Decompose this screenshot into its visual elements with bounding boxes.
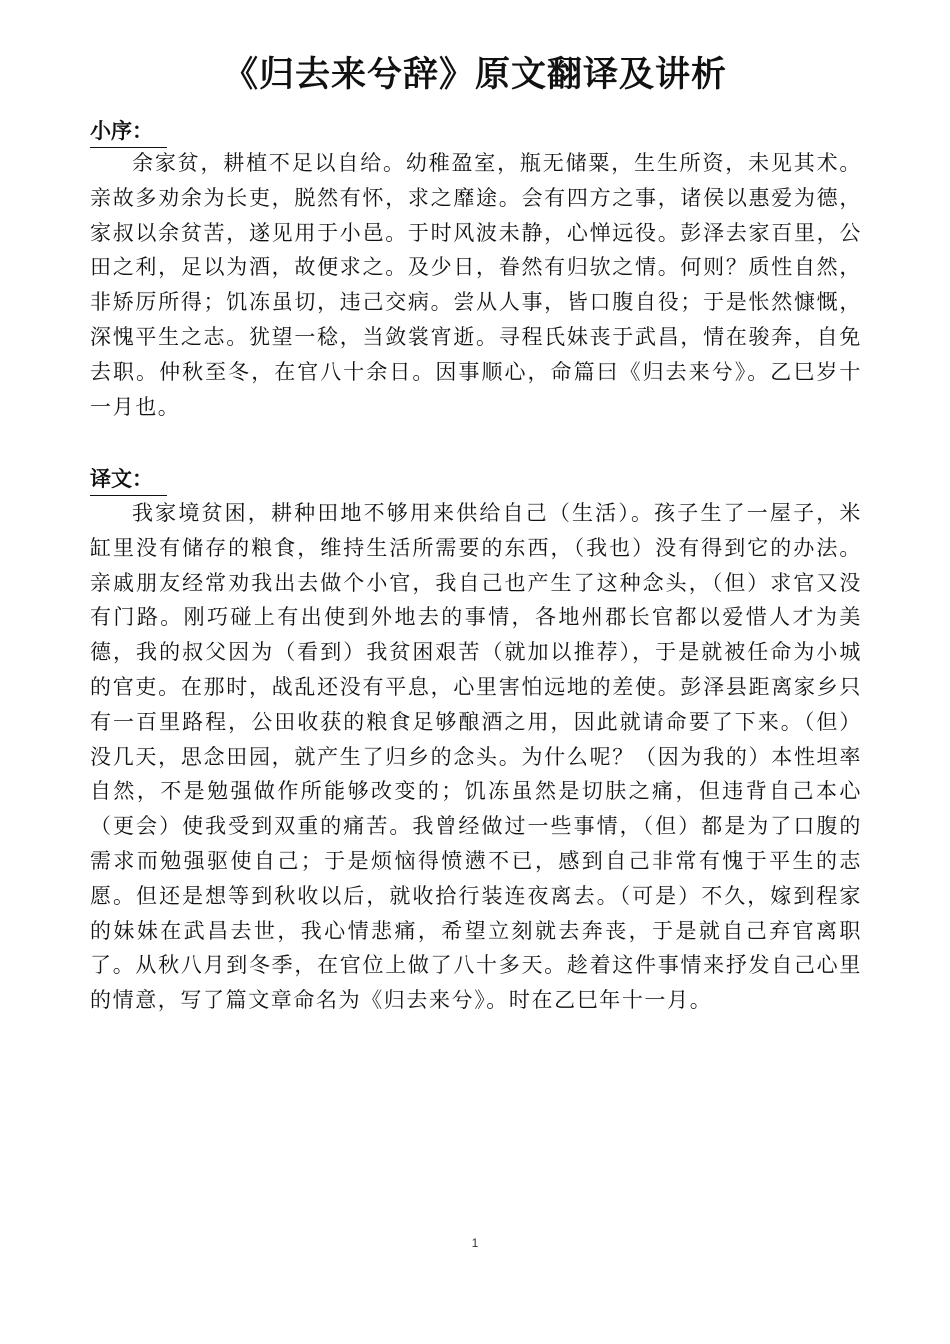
preface-heading: 小序： [90, 116, 167, 148]
page-number: 1 [471, 1236, 479, 1250]
document-title: 《归去来兮辞》原文翻译及讲析 [222, 54, 727, 95]
translation-paragraph: 我家境贫困，耕种田地不够用来供给自己（生活）。孩子生了一屋子，米缸里没有储存的粮食，维持生活所需要的东西，（我也）没有得到它的办法。亲戚朋友经常劝我出去做个小官，我自己也产生了这种念头，（但）求官又没有门路。刚巧碰上有出使到外地去的事情，各地州郡长官都以爱惜人才为美德，我的叔父因为（看到）我贫困艰苦（就加以推荐），于是就被任命为小城的官吏。在那时，战乱还没有平息，心里害怕远地的差使。彭泽县距离家乡只有一百里路程，公田收获的粮食足够酿酒之用，因此就请命要了下来。（但）没几天，思念田园，就产生了归乡的念头。为什么呢？（因为我的）本性坦率自然，不是勉强做作所能够改变的；饥冻虽然是切肤之痛，但违背自己本心（更会）使我受到双重的痛苦。我曾经做过一些事情，（但）都是为了口腹的需求而勉强驱使自己；于是烦恼得愤懑不已，感到自己非常有愧于平生的志愿。但还是想等到秋收以后，就收拾行装连夜离去。（可是）不久，嫁到程家的妹妹在武昌去世，我心情悲痛，希望立刻就去奔丧，于是就自己弃官离职了。从秋八月到冬季，在官位上做了八十多天。趁着这件事情来抒发自己心里的情意，写了篇文章命名为《归去来兮》。时在乙巳年十一月。 [90, 501, 862, 1013]
translation-heading: 译文： [90, 464, 167, 496]
preface-paragraph: 余家贫，耕植不足以自给。幼稚盈室，瓶无储粟，生生所资，未见其术。亲故多劝余为长吏，脱然有怀，求之靡途。会有四方之事，诸侯以惠爱为德，家叔以余贫苦，遂见用于小邑。于时风波未静，心惮远役。彭泽去家百里，公田之利，足以为酒，故便求之。及少日，眷然有归欤之情。何则？质性自然，非矫厉所得；饥冻虽切，违己交病。尝从人事，皆口腹自役；于是怅然慷慨，深愧平生之志。犹望一稔，当敛裳宵逝。寻程氏妹丧于武昌，情在骏奔，自免去职。仲秋至冬，在官八十余日。因事顺心，命篇曰《归去来兮》。乙巳岁十一月也。 [90, 151, 862, 419]
